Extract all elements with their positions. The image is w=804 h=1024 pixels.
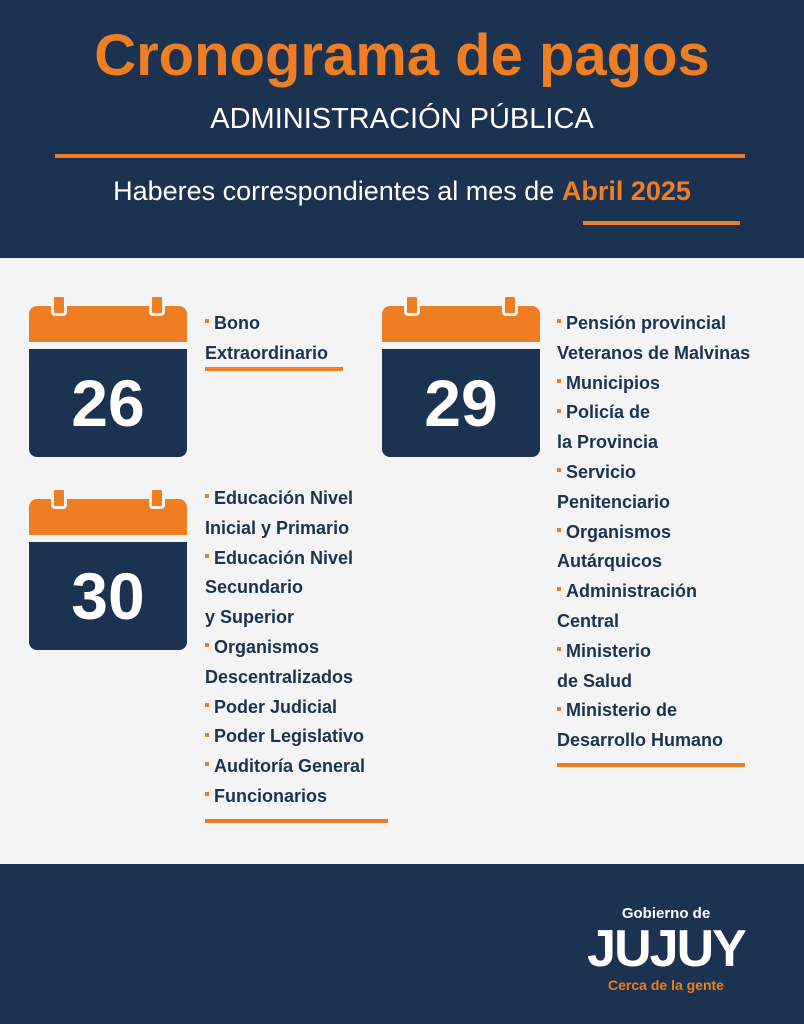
list-item: y Superior (205, 607, 295, 628)
list-underline (557, 763, 745, 767)
list-item: Penitenciario (557, 491, 671, 512)
bullet-icon (557, 468, 561, 472)
bullet-icon (205, 733, 209, 737)
list-item: Servicio (557, 458, 750, 488)
list-item: Ministerio (557, 637, 750, 667)
payment-list-29 (557, 309, 750, 756)
logo-tagline: Cerca de la gente (608, 977, 724, 993)
list-item: Poder Judicial (205, 693, 365, 723)
calendar-ring (51, 294, 67, 316)
list-item: Auditoría General (205, 752, 365, 782)
bullet-icon (557, 409, 561, 413)
list-item: Central (557, 610, 620, 631)
calendar-ring (51, 487, 67, 509)
calendar-ring (502, 294, 518, 316)
list-item: Poder Legislativo (205, 722, 365, 752)
bullet-icon (557, 647, 561, 651)
period-underline (583, 221, 740, 225)
bullet-icon (205, 762, 209, 766)
header-divider (55, 154, 745, 158)
calendar-ring (404, 294, 420, 316)
list-item: Extraordinario (205, 342, 329, 363)
bullet-icon (557, 319, 561, 323)
list-item: Administración (557, 577, 750, 607)
list-item: Ministerio de (557, 696, 750, 726)
bullet-icon (205, 643, 209, 647)
page-subtitle: ADMINISTRACIÓN PÚBLICA (210, 103, 594, 135)
bullet-icon (557, 707, 561, 711)
calendar-day: 29 (382, 349, 540, 457)
list-item: Organismos (557, 518, 750, 548)
list-item: Secundario (205, 577, 304, 598)
period-prefix: Haberes correspondientes al mes de (113, 176, 555, 206)
list-item: Organismos (205, 633, 365, 663)
page-title: Cronograma de pagos (94, 23, 710, 88)
payment-list-26 (205, 309, 328, 369)
list-item: Desarrollo Humano (557, 730, 724, 751)
logo-wordmark: JUJUY (587, 920, 745, 978)
list-underline (205, 367, 343, 371)
bullet-icon (205, 319, 209, 323)
list-item: Educación Nivel (205, 484, 365, 514)
bullet-icon (557, 379, 561, 383)
list-item: Educación Nivel (205, 544, 365, 574)
list-item: de Salud (557, 670, 633, 691)
bullet-icon (205, 792, 209, 796)
period-month: Abril 2025 (561, 176, 691, 206)
calendar-ring (149, 294, 165, 316)
bullet-icon (205, 494, 209, 498)
list-item: Policía de (557, 398, 750, 428)
period-line (0, 176, 804, 207)
list-item: Inicial y Primario (205, 517, 350, 538)
list-item: Pensión provincial (557, 309, 750, 339)
list-underline (205, 819, 388, 823)
bullet-icon (205, 703, 209, 707)
calendar-ring (149, 487, 165, 509)
list-item: Veteranos de Malvinas (557, 342, 751, 363)
list-item: Funcionarios (205, 782, 365, 812)
jujuy-logo (576, 905, 756, 1000)
bullet-icon (205, 554, 209, 558)
list-item: Bono (205, 309, 328, 339)
logo-line1: Gobierno de (621, 905, 711, 922)
list-item: la Provincia (557, 432, 659, 453)
list-item: Autárquicos (557, 551, 663, 572)
header-banner (0, 0, 804, 258)
list-item: Descentralizados (205, 666, 354, 687)
calendar-day: 26 (29, 349, 187, 457)
calendar-day: 30 (29, 542, 187, 650)
bullet-icon (557, 587, 561, 591)
bullet-icon (557, 528, 561, 532)
list-item: Municipios (557, 369, 750, 399)
payment-list-30 (205, 484, 365, 812)
